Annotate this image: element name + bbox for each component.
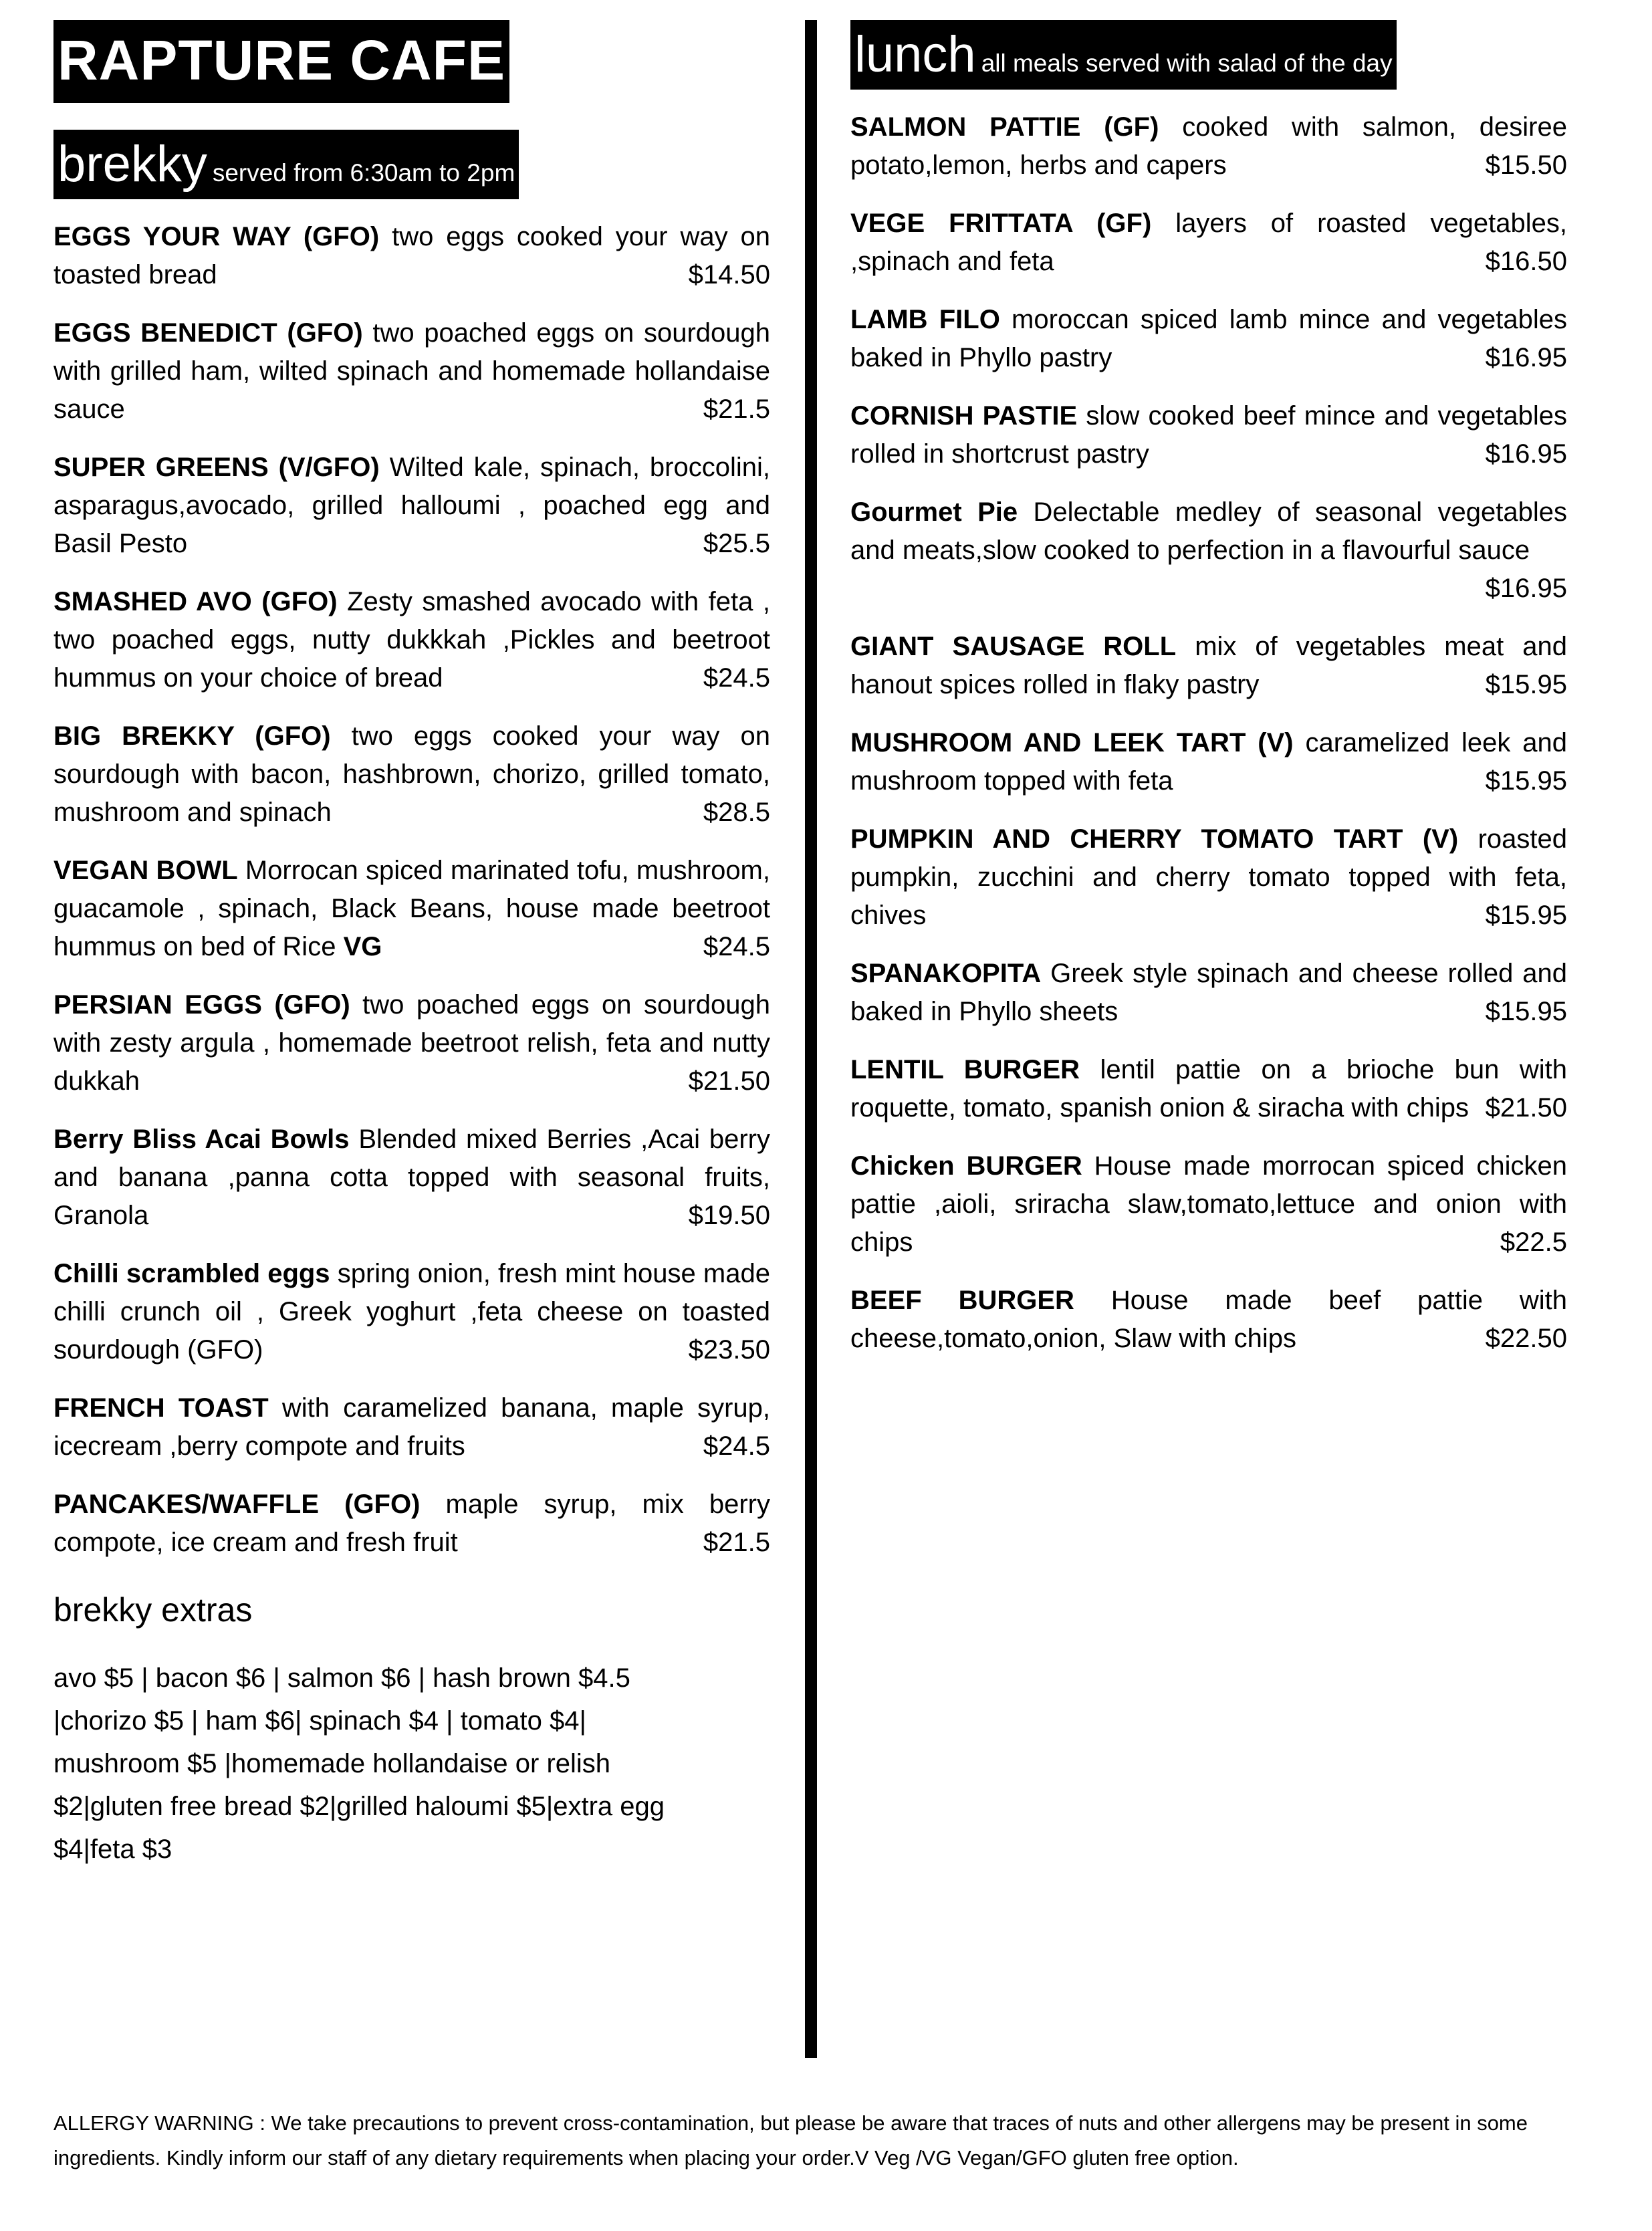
menu-item [53, 717, 770, 832]
lunch-section-header [850, 20, 1397, 90]
menu-item-name: SALMON PATTIE (GF) [850, 112, 1159, 142]
menu-item-price: $24.5 [703, 1431, 770, 1461]
menu-item-description: lentil pattie on a brioche bun with roquette, tomato, spanish onion & siracha with chips [850, 1055, 1567, 1123]
menu-item-description: Greek style spinach and cheese rolled and baked in Phyllo sheets [850, 959, 1567, 1026]
menu-item-price: $21.50 [1485, 1093, 1567, 1123]
menu-item-price: $14.50 [688, 260, 770, 289]
menu-item-description: two eggs cooked your way on sourdough with bacon, hashbrown, chorizo, grilled tomato, mushroom and spinach [53, 721, 770, 827]
menu-item-price: $21.50 [688, 1066, 770, 1096]
menu-item-description: Blended mixed Berries ,Acai berry and banana ,panna cotta topped with seasonal fruits, Granola [53, 1125, 770, 1230]
menu-item-name: MUSHROOM AND LEEK TART (V) [850, 728, 1294, 757]
menu-item [53, 1121, 770, 1235]
menu-item-description: two poached eggs on sourdough with grilled ham, wilted spinach and homemade hollandaise sauce [53, 318, 770, 424]
menu-item-price: $21.5 [703, 394, 770, 424]
menu-item [850, 493, 1567, 608]
menu-item [53, 1486, 770, 1562]
menu-item-name: PANCAKES/WAFFLE (GFO) [53, 1490, 421, 1519]
menu-item-tag: VG [343, 932, 382, 961]
menu-item-name: PERSIAN EGGS (GFO) [53, 990, 350, 1020]
menu-item-name: SMASHED AVO (GFO) [53, 587, 338, 616]
menu-item-price: $21.5 [703, 1528, 770, 1557]
menu-item-description: maple syrup, mix berry compote, ice cream and fresh fruit [53, 1490, 770, 1557]
cafe-title: RAPTURE CAFE [53, 20, 509, 103]
menu-item-name: Chicken BURGER [850, 1151, 1082, 1181]
menu-item [850, 397, 1567, 473]
menu-item [53, 986, 770, 1100]
menu-item [850, 1051, 1567, 1127]
menu-item [53, 218, 770, 294]
brekky-extras-list [53, 1657, 722, 1871]
menu-item-price: $16.50 [1485, 247, 1567, 276]
menu-item-name: EGGS YOUR WAY (GFO) [53, 222, 380, 251]
lunch-section-subtitle: all meals served with salad of the day [981, 49, 1393, 77]
menu-item-price: $22.5 [1500, 1227, 1567, 1257]
menu-item-name: Chilli scrambled eggs [53, 1259, 330, 1288]
menu-item-name: VEGAN BOWL [53, 856, 238, 885]
menu-item-description: Zesty smashed avocado with feta , two poached eggs, nutty dukkkah ,Pickles and beetroot hummus on your choice of bread [53, 587, 770, 693]
brekky-section-name: brekky [57, 136, 207, 193]
lunch-menu-list [850, 108, 1567, 1358]
menu-item-name: LENTIL BURGER [850, 1055, 1080, 1084]
menu-item [850, 108, 1567, 185]
menu-item-description: House made morrocan spiced chicken pattie ,aioli, sriracha slaw,tomato,lettuce and onion with chips [850, 1151, 1567, 1257]
brekky-section-header [53, 130, 519, 199]
menu-item-description: caramelized leek and mushroom topped with feta [850, 728, 1567, 796]
menu-item-price: $28.5 [703, 798, 770, 827]
menu-item-description: moroccan spiced lamb mince and vegetables baked in Phyllo pastry [850, 305, 1568, 372]
extras-line: $2|gluten free bread $2|grilled haloumi $5|extra egg [53, 1792, 665, 1821]
menu-item-description: cooked with salmon, desiree potato,lemon, herbs and capers [850, 112, 1567, 180]
menu-item [53, 314, 770, 429]
menu-item [53, 449, 770, 563]
menu-item-name: BIG BREKKY (GFO) [53, 721, 331, 751]
menu-item-price: $24.5 [703, 932, 770, 961]
menu-item-name: EGGS BENEDICT (GFO) [53, 318, 363, 348]
menu-item [53, 583, 770, 697]
menu-item-description: Wilted kale, spinach, broccolini, asparagus,avocado, grilled halloumi , poached egg and Basil Pesto [53, 453, 771, 558]
brekky-extras-title: brekky extras [53, 1591, 253, 1629]
menu-item-description: Morrocan spiced marinated tofu, mushroom, guacamole , spinach, Black Beans, house made beetroot hummus on bed of Rice [53, 856, 770, 961]
menu-item [53, 852, 770, 966]
menu-item [850, 628, 1567, 704]
menu-item [53, 1389, 770, 1465]
menu-item [850, 1147, 1567, 1262]
menu-item-description: with caramelized banana, maple syrup, icecream ,berry compote and fruits [53, 1393, 770, 1461]
menu-item-name: BEEF BURGER [850, 1286, 1074, 1315]
extras-line: $4|feta $3 [53, 1835, 172, 1864]
menu-item-name: FRENCH TOAST [53, 1393, 269, 1423]
menu-item-price: $15.95 [1485, 766, 1567, 796]
lunch-section-name: lunch [854, 26, 976, 83]
menu-item [850, 724, 1567, 800]
menu-item-description: two poached eggs on sourdough with zesty argula , homemade beetroot relish, feta and nutty dukkah [53, 990, 770, 1096]
menu-item-name: Berry Bliss Acai Bowls [53, 1125, 350, 1154]
brekky-section-subtitle: served from 6:30am to 2pm [212, 159, 515, 187]
menu-item-name: Gourmet Pie [850, 497, 1018, 527]
menu-item-price: $25.5 [703, 529, 770, 558]
menu-item-description: layers of roasted vegetables, ,spinach and feta [850, 209, 1567, 276]
brekky-column [53, 20, 770, 1871]
menu-item [850, 205, 1567, 281]
menu-item-description: House made beef pattie with cheese,tomato,onion, Slaw with chips [850, 1286, 1567, 1353]
extras-line: |chorizo $5 | ham $6| spinach $4 | tomato $4| [53, 1706, 586, 1736]
menu-item-name: VEGE FRITTATA (GF) [850, 209, 1152, 238]
menu-item-price: $16.95 [1485, 574, 1567, 603]
menu-item-name: SUPER GREENS (V/GFO) [53, 453, 380, 482]
menu-item-price: $19.50 [688, 1201, 770, 1230]
menu-item-name: CORNISH PASTIE [850, 401, 1078, 431]
menu-item-price: $15.95 [1485, 901, 1567, 930]
menu-item-name: GIANT SAUSAGE ROLL [850, 632, 1177, 661]
menu-item [850, 301, 1567, 377]
menu-item [53, 1255, 770, 1369]
extras-line: avo $5 | bacon $6 | salmon $6 | hash brown $4.5 [53, 1663, 630, 1693]
menu-item-description: spring onion, fresh mint house made chilli crunch oil , Greek yoghurt ,feta cheese on toasted sourdough (GFO) [53, 1259, 770, 1365]
menu-item-price: $23.50 [688, 1335, 770, 1365]
menu-item-description: slow cooked beef mince and vegetables rolled in shortcrust pastry [850, 401, 1567, 469]
menu-item [850, 820, 1567, 935]
menu-item [850, 955, 1567, 1031]
allergy-warning: ALLERGY WARNING : We take precautions to prevent cross-contamination, but please be aware that traces of nuts and other allergens may be present in some ingredients. Kindly inform our staff of any dietary requirements when placing your order.V Veg /VG Vegan/GFO gluten free option. [53, 2111, 1528, 2169]
menu-item-price: $15.95 [1485, 670, 1567, 699]
menu-item-name: SPANAKOPITA [850, 959, 1042, 988]
menu-item-price: $15.95 [1485, 997, 1567, 1026]
menu-item-description: two eggs cooked your way on toasted bread [53, 222, 770, 289]
menu-item-price: $16.95 [1485, 343, 1567, 372]
menu-item-name: PUMPKIN AND CHERRY TOMATO TART (V) [850, 824, 1459, 854]
menu-item-description: mix of vegetables meat and hanout spices rolled in flaky pastry [850, 632, 1567, 699]
menu-item-description: roasted pumpkin, zucchini and cherry tomato topped with feta, chives [850, 824, 1567, 930]
menu-item [850, 1282, 1567, 1358]
menu-item-name: LAMB FILO [850, 305, 1000, 334]
menu-item-price: $16.95 [1485, 439, 1567, 469]
menu-item-description: Delectable medley of seasonal vegetables and meats,slow cooked to perfection in a flavourful sauce [850, 497, 1567, 565]
menu-item-price: $24.5 [703, 663, 770, 693]
lunch-column [850, 20, 1567, 1378]
menu-item-price: $15.50 [1485, 150, 1567, 180]
extras-line: mushroom $5 |homemade hollandaise or relish [53, 1749, 611, 1778]
column-divider [805, 20, 817, 2058]
brekky-menu-list [53, 218, 770, 1562]
menu-item-price: $22.50 [1485, 1324, 1567, 1353]
